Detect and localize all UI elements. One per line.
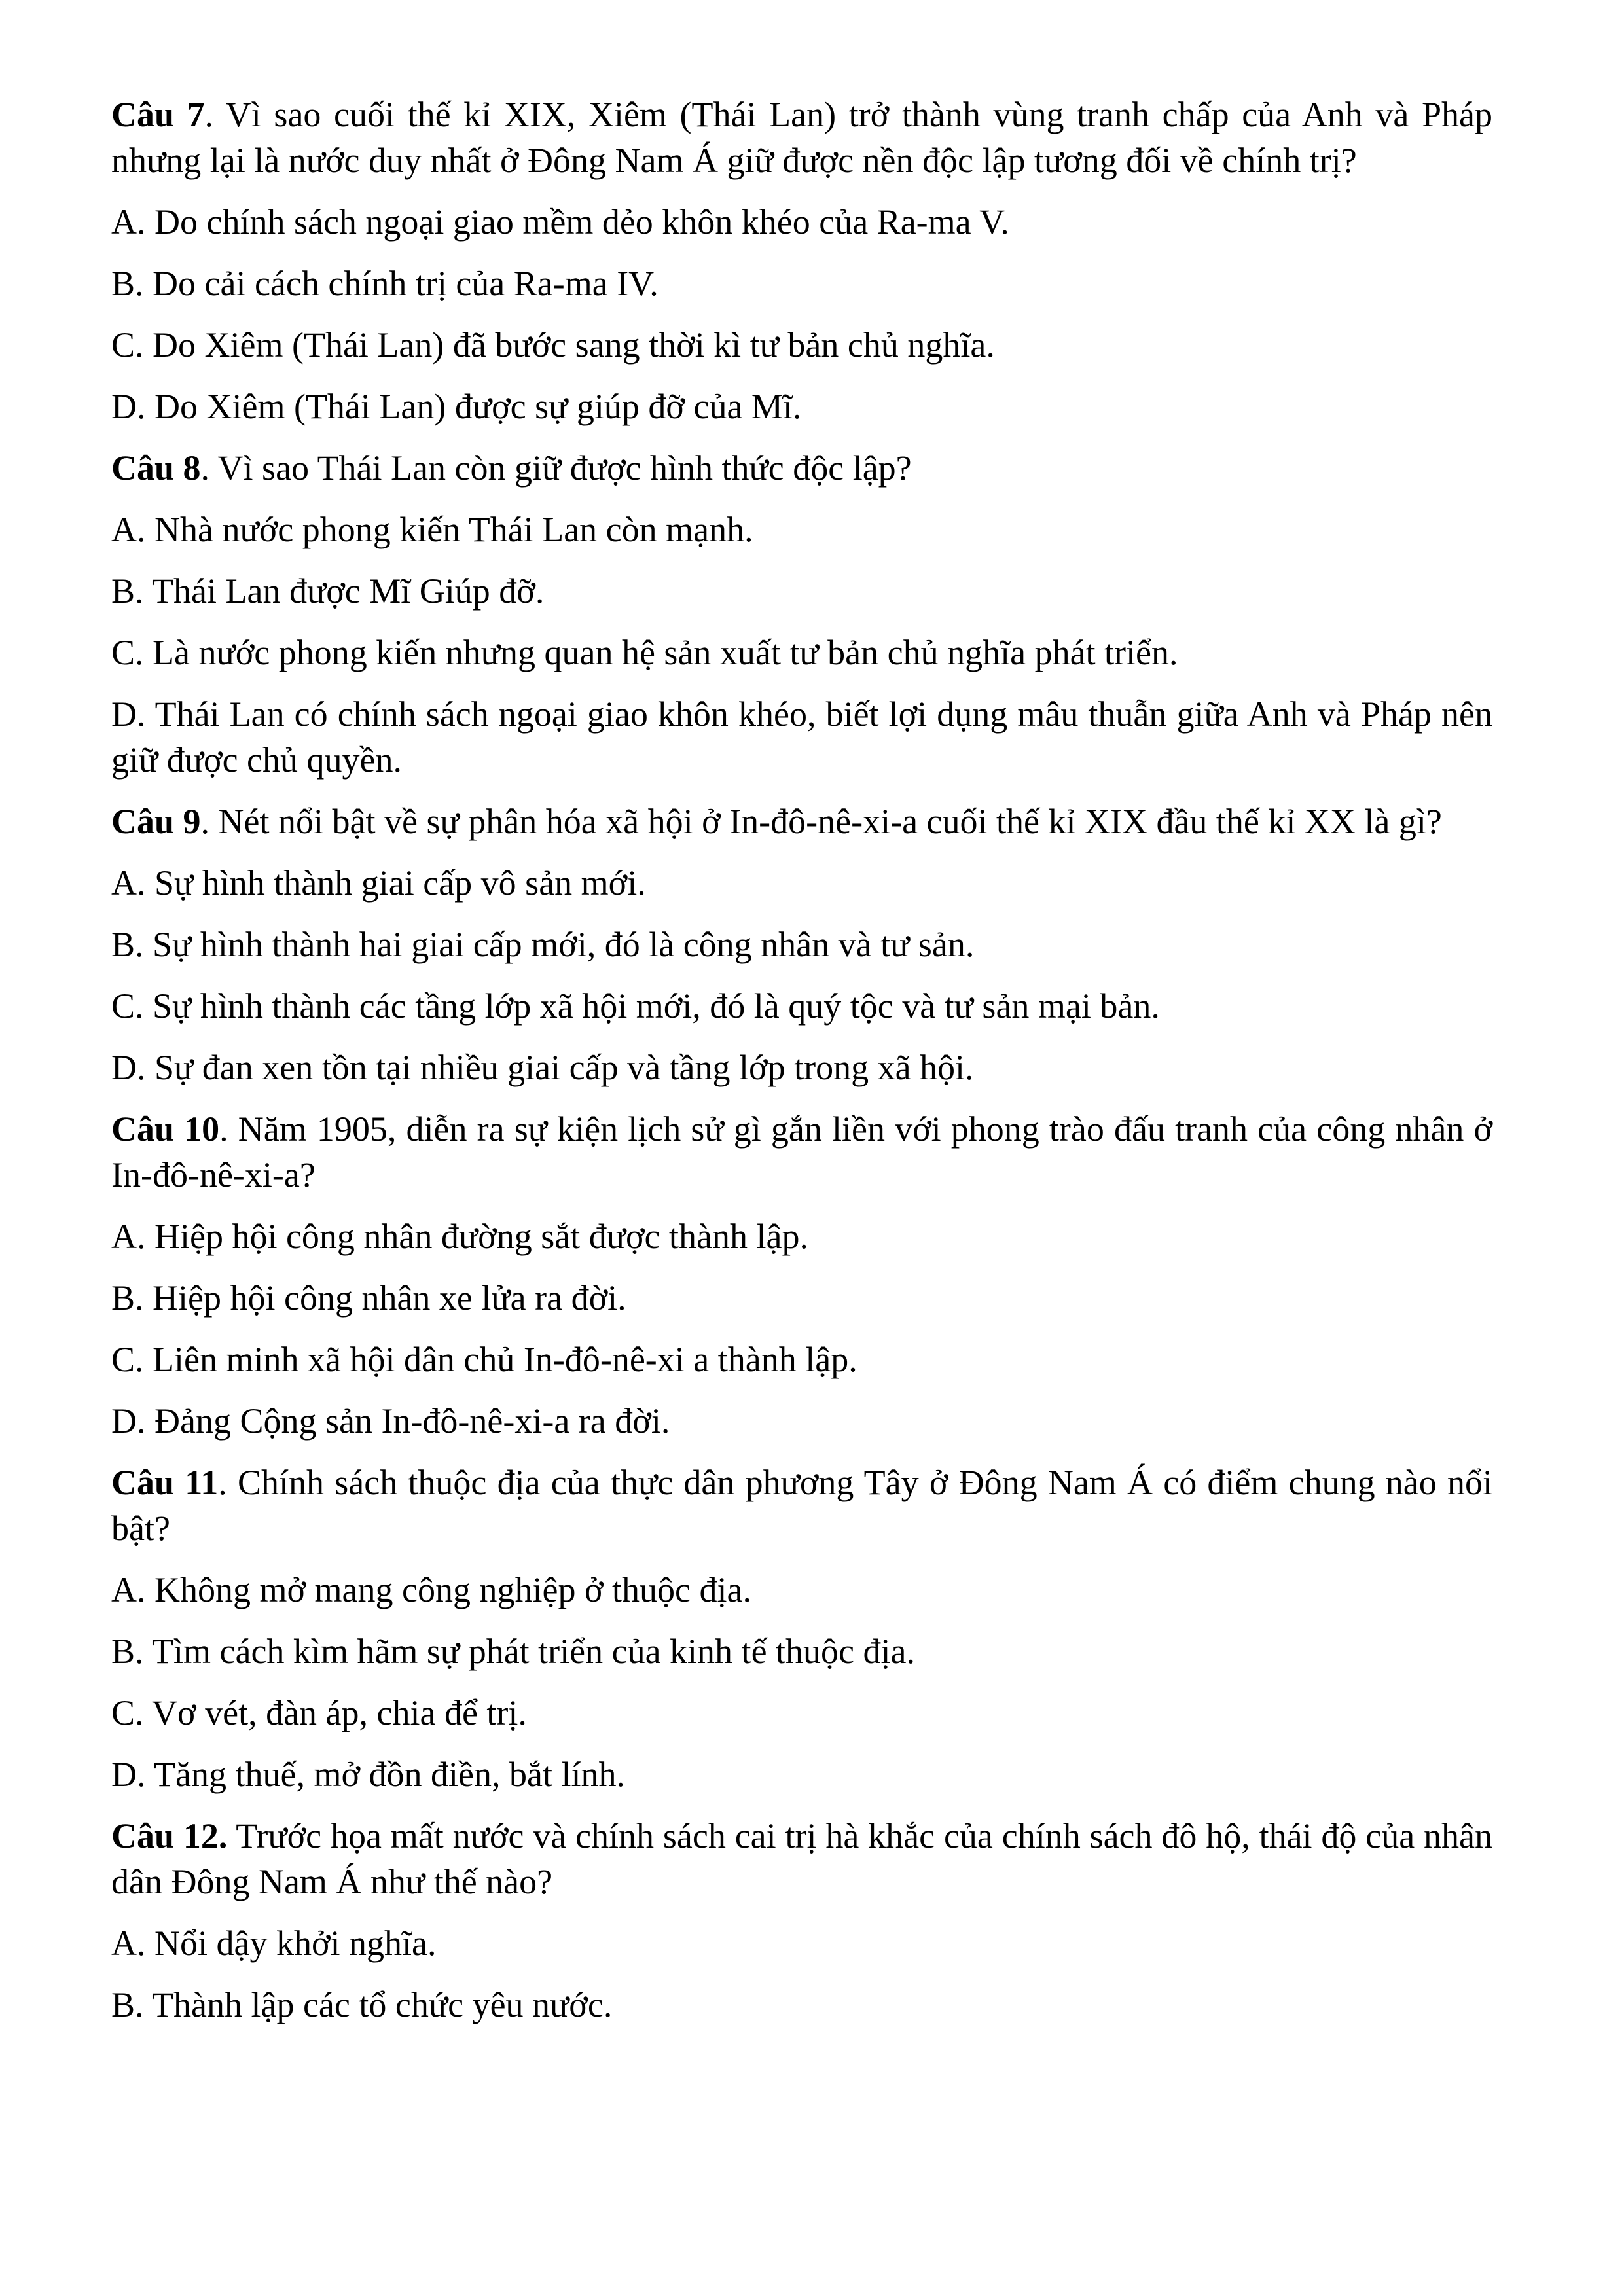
question-11-option-b: B. Tìm cách kìm hãm sự phát triển của kinh tế thuộc địa. (111, 1632, 915, 1671)
question-7 (111, 92, 1492, 429)
question-10-option-c: C. Liên minh xã hội dân chủ In-đô-nê-xi a thành lập. (111, 1340, 857, 1379)
question-12-body: Trước họa mất nước và chính sách cai trị hà khắc của chính sách đô hộ, thái độ của nhân dân Đông Nam Á như thế nào? (111, 1816, 1492, 1901)
question-9-option-b: B. Sự hình thành hai giai cấp mới, đó là công nhân và tư sản. (111, 925, 975, 964)
question-8-number: Câu 8 (111, 448, 201, 488)
question-8-option-d: D. Thái Lan có chính sách ngoại giao khôn khéo, biết lợi dụng mâu thuẫn giữa Anh và Pháp nên giữ được chủ quyền. (111, 694, 1492, 780)
question-7-text (111, 92, 1492, 183)
question-8-option-a: A. Nhà nước phong kiến Thái Lan còn mạnh. (111, 510, 753, 549)
question-7-option-d: D. Do Xiêm (Thái Lan) được sự giúp đỡ của Mĩ. (111, 387, 802, 426)
question-8 (111, 445, 1492, 783)
question-10-option-b: B. Hiệp hội công nhân xe lửa ra đời. (111, 1278, 626, 1318)
question-9-number: Câu 9 (111, 802, 201, 841)
question-7-body: . Vì sao cuối thế kỉ XIX, Xiêm (Thái Lan) trở thành vùng tranh chấp của Anh và Pháp nhưng lại là nước duy nhất ở Đông Nam Á giữ được nền độc lập tương đối về chính trị? (111, 95, 1492, 180)
question-12 (111, 1813, 1492, 2028)
question-10-option-a: A. Hiệp hội công nhân đường sắt được thành lập. (111, 1217, 808, 1256)
question-9-option-c: C. Sự hình thành các tầng lớp xã hội mới, đó là quý tộc và tư sản mại bản. (111, 986, 1160, 1026)
question-11-option-d: D. Tăng thuế, mở đồn điền, bắt lính. (111, 1755, 625, 1794)
question-11 (111, 1460, 1492, 1797)
question-11-option-c: C. Vơ vét, đàn áp, chia để trị. (111, 1693, 527, 1732)
document-page (111, 92, 1492, 2043)
question-8-option-b: B. Thái Lan được Mĩ Giúp đỡ. (111, 571, 545, 611)
question-8-text (111, 445, 1492, 491)
question-7-option-b: B. Do cải cách chính trị của Ra-ma IV. (111, 264, 659, 303)
question-12-number: Câu 12. (111, 1816, 228, 1856)
question-8-body: . Vì sao Thái Lan còn giữ được hình thức độc lập? (200, 448, 912, 488)
question-10-text (111, 1106, 1492, 1198)
question-9-text (111, 798, 1492, 844)
question-11-body: . Chính sách thuộc địa của thực dân phương Tây ở Đông Nam Á có điểm chung nào nổi bật? (111, 1463, 1492, 1548)
question-11-number: Câu 11 (111, 1463, 219, 1502)
question-10-body: . Năm 1905, diễn ra sự kiện lịch sử gì gắn liền với phong trào đấu tranh của công nhân ở In-đô-nê-xi-a? (111, 1109, 1493, 1194)
question-10-option-d: D. Đảng Cộng sản In-đô-nê-xi-a ra đời. (111, 1401, 670, 1441)
question-9 (111, 798, 1492, 1090)
question-9-option-a: A. Sự hình thành giai cấp vô sản mới. (111, 863, 646, 903)
question-7-option-a: A. Do chính sách ngoại giao mềm dẻo khôn khéo của Ra-ma V. (111, 202, 1009, 242)
question-7-option-c: C. Do Xiêm (Thái Lan) đã bước sang thời kì tư bản chủ nghĩa. (111, 325, 995, 365)
question-10 (111, 1106, 1492, 1444)
question-10-number: Câu 10 (111, 1109, 220, 1149)
question-8-option-c: C. Là nước phong kiến nhưng quan hệ sản xuất tư bản chủ nghĩa phát triển. (111, 633, 1178, 672)
question-12-text (111, 1813, 1492, 1905)
question-11-text (111, 1460, 1492, 1551)
question-12-option-a: A. Nổi dậy khởi nghĩa. (111, 1924, 437, 1963)
question-7-number: Câu 7 (111, 95, 205, 134)
question-9-option-d: D. Sự đan xen tồn tại nhiều giai cấp và tầng lớp trong xã hội. (111, 1048, 974, 1087)
question-11-option-a: A. Không mở mang công nghiệp ở thuộc địa. (111, 1570, 751, 1609)
question-9-body: . Nét nổi bật về sự phân hóa xã hội ở In-đô-nê-xi-a cuối thế kỉ XIX đầu thế kỉ XX là gì? (200, 802, 1442, 841)
question-12-option-b: B. Thành lập các tổ chức yêu nước. (111, 1985, 613, 2024)
